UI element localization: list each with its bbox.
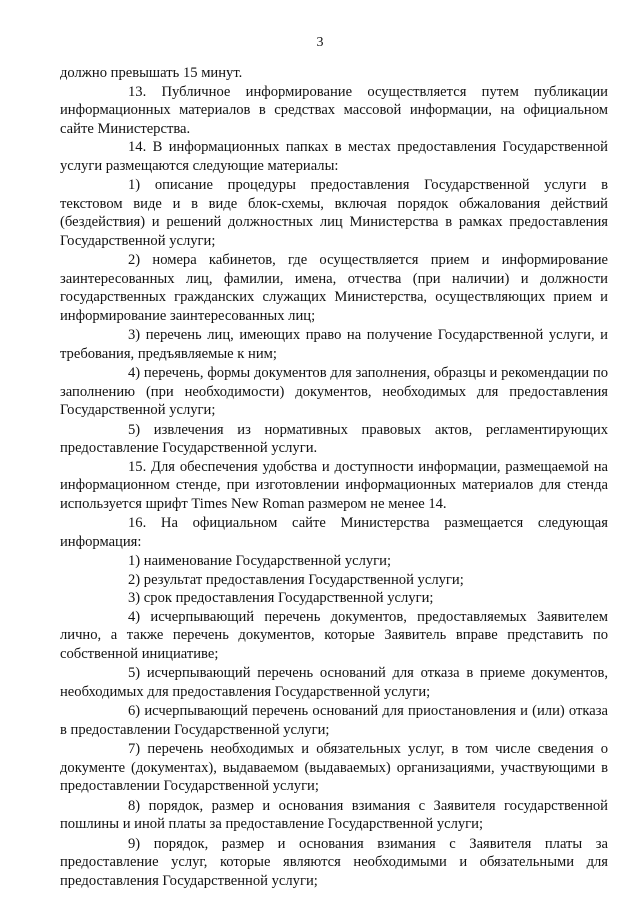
paragraph-14-item-3: 3) перечень лиц, имеющих право на получение Государственной услуги, и требования, предъявляемые к ним; [60, 327, 608, 362]
paragraph-16-item-7: 7) перечень необходимых и обязательных услуг, в том числе сведения о документе (документах), выдаваемом (выдаваемых) организациями, участвующими в предоставлении Государственной услуги; [60, 741, 608, 794]
paragraph-16: 16. На официальном сайте Министерства размещается следующая информация: [60, 515, 608, 550]
paragraph-16-item-6: 6) исчерпывающий перечень оснований для приостановления и (или) отказа в предоставлении Государственной услуги; [60, 703, 608, 738]
paragraph-16-item-3: 3) срок предоставления Государственной услуги; [128, 590, 434, 606]
paragraph-13: 13. Публичное информирование осуществляется путем публикации информационных материалов в средствах массовой информации, на официальном сайте Министерства. [60, 83, 608, 137]
paragraph-16-item-2: 2) результат предоставления Государственной услуги; [128, 571, 464, 588]
page-number: 3 [316, 35, 324, 50]
paragraph-16-item-8: 8) порядок, размер и основания взимания с Заявителя государственной пошлины и иной платы за предоставление Государственной услуги; [60, 797, 608, 832]
paragraph-15: 15. Для обеспечения удобства и доступности информации, размещаемой на информационном стенде, при изготовлении информационных материалов для стенда используется шрифт Times New Roman размером не менее 14. [60, 458, 608, 512]
document-body [60, 64, 608, 890]
paragraph-14-item-1: 1) описание процедуры предоставления Государственной услуги в текстовом виде и в виде блок-схемы, включая порядок обжалования действий (бездействия) и решений должностных лиц Министерства в рамках предоставления Государственной услуги; [60, 177, 608, 249]
paragraph-continuation: должно превышать 15 минут. [60, 65, 243, 81]
paragraph-16-item-5: 5) исчерпывающий перечень оснований для отказа в приеме документов, необходимых для предоставления Государственной услуги; [60, 665, 608, 700]
paragraph-14-item-2: 2) номера кабинетов, где осуществляется прием и информирование заинтересованных лиц, фамилии, имена, отчества (при наличии) и должности государственных гражданских служащих Министерства, осуществляющих прием и информирование заинтересованных лиц; [60, 252, 608, 324]
paragraph-16-item-9: 9) порядок, размер и основания взимания с Заявителя платы за предоставление услуг, которые являются необходимыми и обязательными для предоставления Государственной услуги; [60, 835, 608, 889]
paragraph-14-item-5: 5) извлечения из нормативных правовых актов, регламентирующих предоставление Государственной услуги. [60, 421, 608, 456]
paragraph-14: 14. В информационных папках в местах предоставления Государственной услуги размещаются следующие материалы: [60, 139, 608, 174]
paragraph-14-item-4: 4) перечень, формы документов для заполнения, образцы и рекомендации по заполнению (при необходимости) документов, необходимых для предоставления Государственной услуги; [60, 365, 608, 418]
paragraph-16-item-4: 4) исчерпывающий перечень документов, предоставляемых Заявителем лично, а также перечень документов, которые Заявитель вправе представить по собственной инициативе; [60, 608, 608, 662]
paragraph-16-item-1: 1) наименование Государственной услуги; [128, 553, 392, 569]
